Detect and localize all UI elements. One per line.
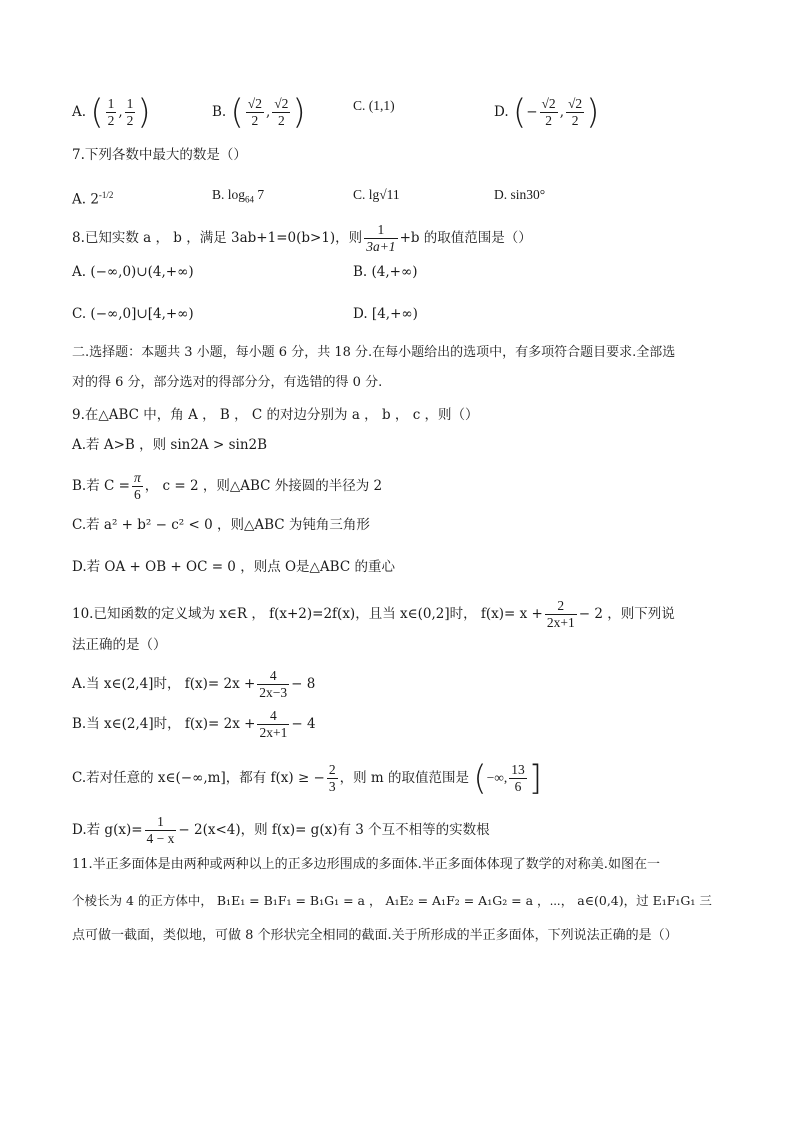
q9-option-b: B.若 C = $\frac{\pi}{6}$ ， c = 2 ，则△ABC 外接圆的半径为 2 (72, 470, 383, 502)
q7-option-a: A. $2^{-1/2}$ (72, 190, 114, 208)
q8-option-b: B. (4,+∞) (353, 264, 418, 280)
q9-option-c: C.若 a² + b² − c² < 0 ，则△ABC 为钝角三角形 (72, 517, 370, 533)
q11-line3: 点可做一截面，类似地，可做 8 个形状完全相同的截面.关于所形成的半正多面体，下列说法正确的是（） (72, 928, 678, 943)
q11-line2: 个棱长为 4 的正方体中， B₁E₁ = B₁F₁ = B₁G₁ = a ， A₁E₂ = A₁F₂ = A₁G₂ = a ，⋯， a∈(0,4)，过 E₁F₁G₁ 三 (72, 893, 712, 908)
q10-option-b: B.当 x∈(2,4]时， f(x)= 2x + $\frac{4}{2x+1}$ − 4 (72, 708, 316, 740)
q10-stem: 10.已知函数的定义域为 x∈R ， f(x+2)=2f(x)，且当 x∈(0,2]时， f(x)= x + $\frac{2}{2x+1}$ − 2 ，则下列说 (72, 598, 675, 630)
q6-option-c: C. (1,1) (353, 98, 395, 113)
q8-option-c: C. (−∞,0]∪[4,+∞) (72, 306, 194, 322)
q6-option-d: D. (− $\frac{√2}{2}$ , $\frac{√2}{2}$ ) (494, 92, 600, 133)
q10-stem-continued: 法正确的是（） (72, 637, 167, 653)
q8-option-a: A. (−∞,0)∪(4,+∞) (72, 264, 194, 280)
q8-stem: 8.已知实数 a ， b ，满足 3ab+1=0(b>1)，则 $\frac{1}{3a+1}$ +b 的取值范围是（） (72, 222, 532, 254)
q9-option-a: A.若 A>B ，则 sin2A > sin2B (72, 437, 268, 453)
q7-stem: 7.下列各数中最大的数是（） (72, 147, 247, 163)
q10-option-c: C.若对任意的 x∈(−∞,m]，都有 f(x) ≥ − $\frac{2}{3}$ ，则 m 的取值范围是 (−∞, $\frac{13}{6}$ ] (72, 758, 542, 799)
q6-option-a: A. ( $\frac{1}{2}$ , $\frac{1}{2}$ ) (72, 92, 151, 133)
q10-option-d: D.若 g(x)= $\frac{1}{4 - x}$ − 2(x<4)，则 f(x)= g(x)有 3 个互不相等的实数根 (72, 814, 490, 846)
q7-option-c: C. lg√11 (353, 187, 400, 202)
section2-line1: 二.选择题：本题共 3 小题，每小题 6 分，共 18 分.在每小题给出的选项中，有多项符合题目要求.全部选 (72, 345, 676, 360)
q7-option-b: B. $\log_{64} 7$ (212, 187, 265, 205)
q10-option-a: A.当 x∈(2,4]时， f(x)= 2x + $\frac{4}{2x-3}$ − 8 (72, 668, 316, 700)
q7-option-d: D. sin30° (494, 187, 546, 202)
section2-line2: 对的得 6 分，部分选对的得部分分，有选错的得 0 分. (72, 375, 383, 390)
q11-line1: 11.半正多面体是由两种或两种以上的正多边形围成的多面体.半正多面体体现了数学的对称美.如图在一 (72, 857, 660, 872)
q9-option-d: D.若 OA + OB + OC = 0 ，则点 O是△ABC 的重心 (72, 559, 395, 575)
q9-stem: 9.在△ABC 中，角 A ， B ， C 的对边分别为 a ， b ， c ，则（） (72, 407, 479, 423)
q8-option-d: D. [4,+∞) (353, 306, 418, 322)
q6-option-b: B. ( $\frac{√2}{2}$ , $\frac{√2}{2}$ ) (212, 92, 306, 133)
